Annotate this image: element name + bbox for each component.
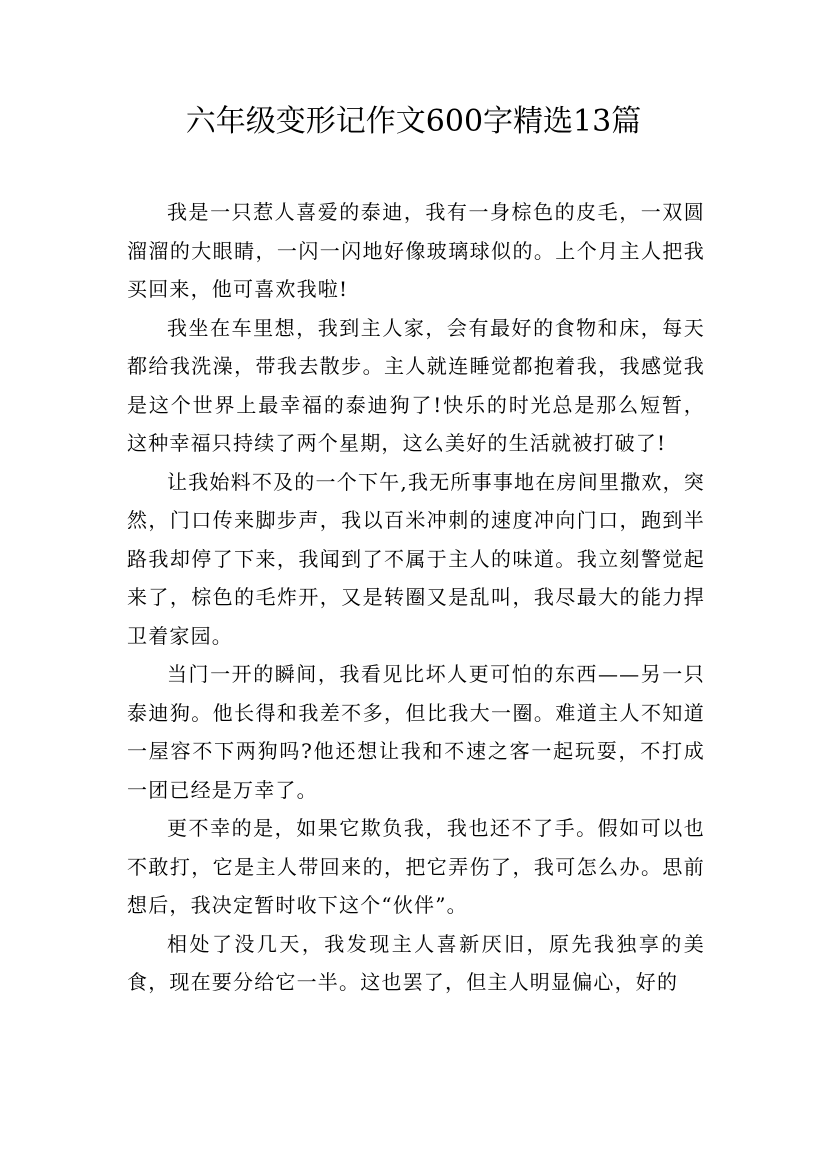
paragraph: 相处了没几天，我发现主人喜新厌旧，原先我独享的美食，现在要分给它一半。这也罢了，但主人明显偏心，好的 (127, 931, 705, 994)
paragraph: 我坐在车里想，我到主人家，会有最好的食物和床，每天都给我洗澡，带我去散步。主人就连睡觉都抱着我，我感觉我是这个世界上最幸福的泰迪狗了!快乐的时光总是那么短暂，这种幸福只持续了两个星期，这么美好的生活就被打破了! (127, 315, 705, 455)
paragraph: 让我始料不及的一个下午,我无所事事地在房间里撒欢，突然，门口传来脚步声，我以百米冲刺的速度冲向门口，跑到半路我却停了下来，我闻到了不属于主人的味道。我立刻警觉起来了，棕色的毛炸开，又是转圈又是乱叫，我尽最大的能力捍卫着家园。 (127, 469, 705, 648)
paragraph: 我是一只惹人喜爱的泰迪，我有一身棕色的皮毛，一双圆溜溜的大眼睛，一闪一闪地好像玻璃球似的。上个月主人把我买回来，他可喜欢我啦! (127, 200, 705, 301)
paragraph: 当门一开的瞬间，我看见比坏人更可怕的东西——另一只泰迪狗。他长得和我差不多，但比我大一圈。难道主人不知道一屋容不下两狗吗?他还想让我和不速之客一起玩耍，不打成一团已经是万幸了。 (127, 662, 705, 802)
paragraph: 更不幸的是，如果它欺负我，我也还不了手。假如可以也不敢打，它是主人带回来的，把它弄伤了，我可怎么办。思前想后，我决定暂时收下这个“伙伴”。 (127, 816, 705, 917)
essay-body (127, 193, 705, 1002)
document-title: 六年级变形记作文600字精选13篇 (185, 104, 642, 139)
